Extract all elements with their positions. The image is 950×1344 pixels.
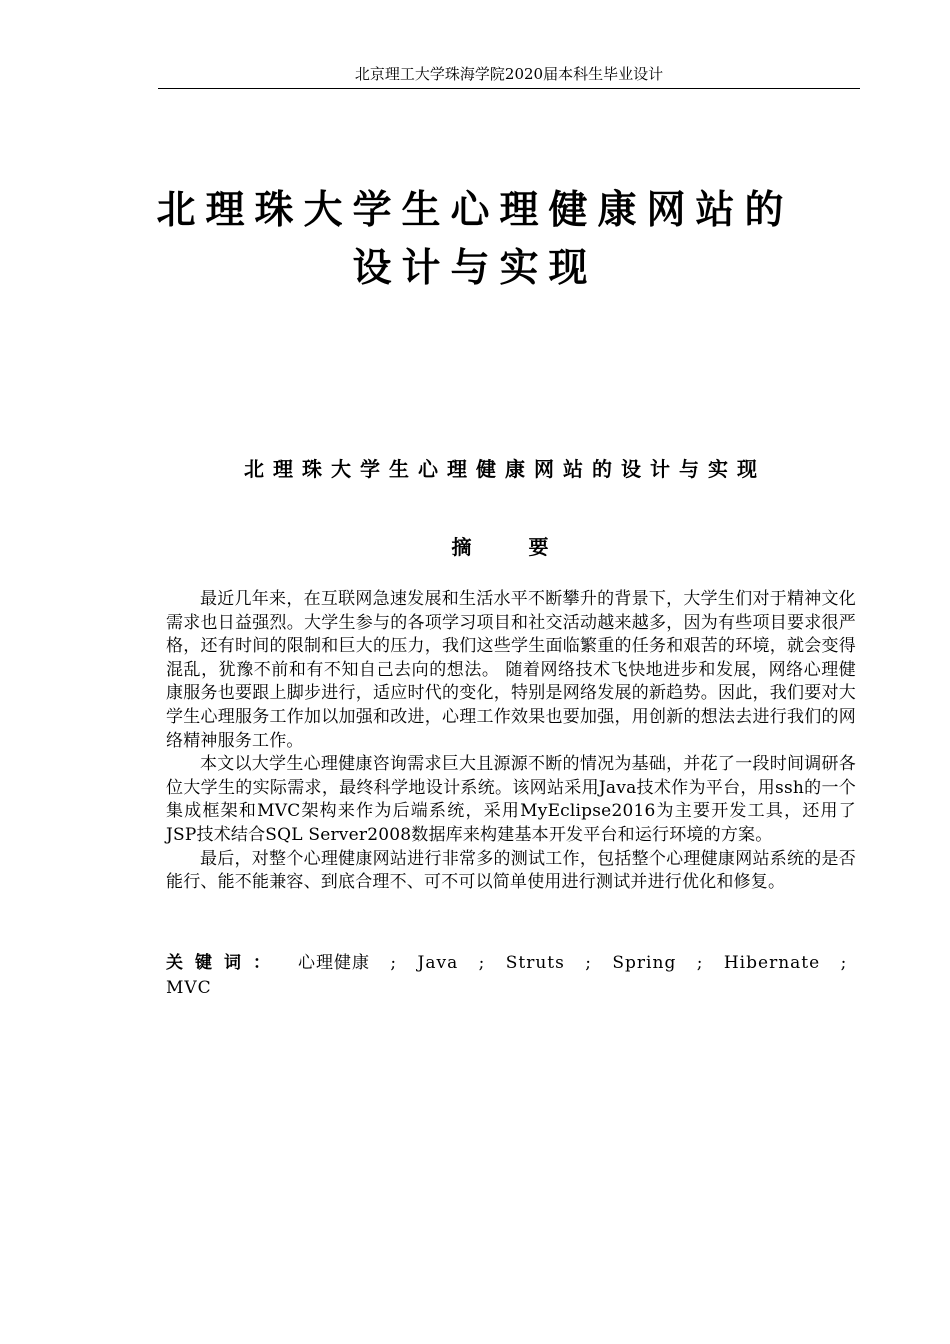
title-line-1: 北理珠大学生心理健康网站的 — [156, 188, 794, 233]
keywords — [166, 951, 856, 1001]
abstract-paragraph-1: 最近几年来，在互联网急速发展和生活水平不断攀升的背景下，大学生们对于精神文化需求也日益强烈。大学生参与的各项学习项目和社交活动越来越多，因为有些项目要求很严格，还有时间的限制和巨大的压力，我们这些学生面临繁重的任务和艰苦的环境，就会变得混乱，犹豫不前和有不知自己去向的想法。 随着网络技术飞快地进步和发展，网络心理健康服务也要跟上脚步进行，适应时代的变化，特别是网络发展的新趋势。因此，我们要对大学生心理服务工作加以加强和改进，心理工作效果也要加强，用创新的想法去进行我们的网络精神服务工作。 — [166, 589, 856, 751]
abstract-paragraph-2: 本文以大学生心理健康咨询需求巨大且源源不断的情况为基础，并花了一段时间调研各位大学生的实际需求，最终科学地设计系统。该网站采用Java技术作为平台，用ssh的一个集成框架和MVC架构来作为后端系统，采用MyEclipse2016为主要开发工具，还用了JSP技术结合SQL Server2008数据库来构建基本开发平台和运行环境的方案。 — [166, 754, 856, 845]
header-text: 北京理工大学珠海学院2020届本科生毕业设计 — [354, 65, 664, 83]
abstract-heading: 摘 要 — [451, 535, 559, 559]
abstract-body — [166, 588, 856, 895]
keywords-label: 关键词： — [166, 953, 282, 973]
abstract-paragraph-3: 最后，对整个心理健康网站进行非常多的测试工作，包括整个心理健康网站系统的是否能行、能不能兼容、到底合理不、可不可以简单使用进行测试并进行优化和修复。 — [166, 848, 856, 893]
page-header — [158, 64, 860, 89]
keywords-list: 心理健康 ; Java ; Struts ; Spring ; Hibernate ; MVC — [166, 953, 848, 998]
abstract-subtitle: 北理珠大学生心理健康网站的设计与实现 — [244, 457, 766, 481]
title-line-2: 设计与实现 — [352, 246, 598, 291]
page-title — [120, 182, 830, 298]
